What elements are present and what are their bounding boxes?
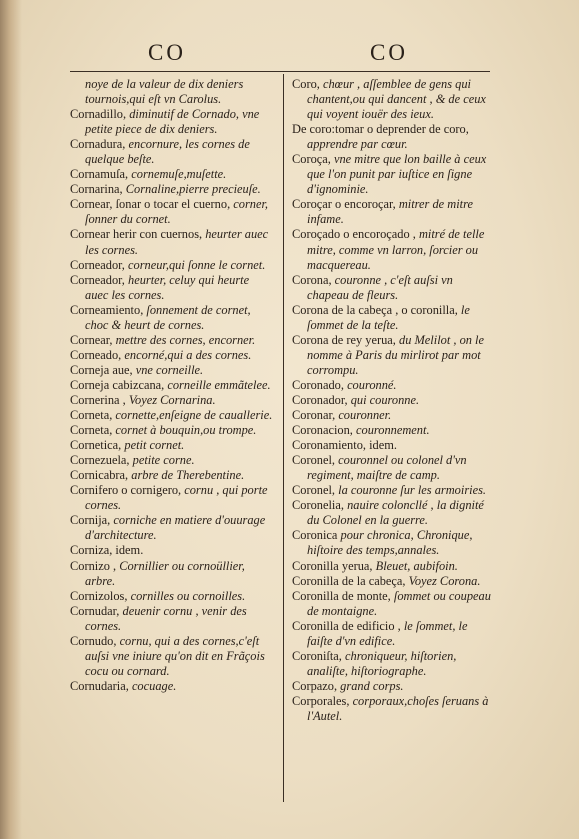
entry-definition: corneille emmãtelee. — [167, 377, 271, 392]
dictionary-entry — [292, 528, 492, 558]
entry-definition: nauire coloncllé , la dignité du Colonel en la guerre. — [307, 498, 484, 528]
entry-headword: Cornetica, — [70, 438, 125, 453]
entry-definition: mitré de telle mitre, comme vn larron, ſorcier ou macquereau. — [307, 227, 485, 272]
dictionary-entry — [292, 483, 492, 498]
dictionary-entry — [292, 333, 492, 378]
entry-definition: Bleuet, aubifoin. — [375, 558, 458, 573]
entry-definition: cornet à bouquin,ou trompe. — [115, 423, 257, 438]
entry-definition: mitrer de mitre infame. — [307, 197, 473, 227]
entry-definition: le ſommet, le faiſte d'vn edifice. — [307, 618, 468, 648]
dictionary-entry — [292, 589, 492, 619]
entry-headword: Corpazo, — [292, 678, 341, 693]
dictionary-entry — [292, 227, 492, 272]
dictionary-entry — [292, 679, 492, 694]
entry-headword: Coronilla de edificio , — [292, 618, 404, 633]
dictionary-entry — [70, 589, 274, 604]
entry-headword: Coro, — [292, 77, 323, 91]
entry-headword: Coronilla de monte, — [292, 588, 394, 603]
entry-headword: Cornizolos, — [70, 588, 131, 603]
entry-headword: Cornerina , — [70, 392, 129, 407]
dictionary-entry — [70, 438, 274, 453]
entry-headword: Corona de la cabeça , o coronilla, — [292, 302, 461, 317]
entry-definition: heurter auec les cornes. — [85, 227, 269, 257]
entry-headword: Corneador, — [70, 272, 128, 287]
entry-headword: Cornudar, — [70, 603, 123, 618]
entry-definition: petite corne. — [132, 453, 195, 468]
entry-definition: cornilles ou cornoilles. — [130, 588, 246, 603]
entry-definition: Cornaline,pierre precieuſe. — [125, 182, 261, 197]
entry-definition: encornure, les cornes de quelque beſte. — [85, 137, 250, 167]
page-binding-shadow — [0, 0, 22, 839]
dictionary-entry — [70, 197, 274, 227]
entry-definition: grand corps. — [340, 678, 404, 693]
entry-definition: cornu, qui a des cornes,c'eſt auſsi vne iniure qu'on dit en Frãçois cocu ou cornard. — [85, 633, 265, 678]
entry-headword: Coronilla de la cabeça, — [292, 573, 409, 588]
entry-definition: ſommet ou coupeau de montaigne. — [307, 588, 491, 618]
dictionary-entry — [292, 453, 492, 483]
entry-headword: Cornear, — [70, 332, 116, 347]
entry-headword: Corneja aue, — [70, 362, 136, 377]
entry-definition: apprendre par cœur. — [307, 137, 408, 152]
entry-definition: petit cornet. — [124, 438, 185, 453]
entry-headword: De coro:tomar o deprender de coro, — [292, 122, 469, 137]
entry-headword: Cornicabra, — [70, 468, 132, 483]
entry-headword: Coronacion, — [292, 423, 357, 438]
dictionary-entry — [292, 498, 492, 528]
entry-headword: Coronel, — [292, 453, 339, 468]
dictionary-entry — [292, 559, 492, 574]
header-left: CO — [148, 40, 186, 65]
entry-definition: couronné. — [347, 377, 397, 392]
dictionary-entry — [292, 393, 492, 408]
entry-definition: arbre de Therebentine. — [131, 468, 245, 483]
entry-headword: Cornija, — [70, 513, 114, 528]
entry-headword: Cornudo, — [70, 633, 120, 648]
entry-headword: Coroça, — [292, 152, 334, 167]
entry-definition: chroniqueur, hiſtorien, analiſte, hiſtoriographe. — [307, 648, 457, 678]
entry-headword: Corona de rey yerua, — [292, 332, 399, 347]
dictionary-entry — [70, 393, 274, 408]
entry-definition: heurter, celuy qui heurte auec les cornes. — [85, 272, 250, 302]
entry-headword: Corneja cabizcana, — [70, 377, 168, 392]
entry-headword: Cornamuſa, — [70, 167, 132, 182]
dictionary-entry — [70, 468, 274, 483]
dictionary-entry — [70, 303, 274, 333]
dictionary-entry — [70, 513, 274, 543]
dictionary-entry — [70, 453, 274, 468]
entry-headword: Corona, — [292, 272, 335, 287]
entry-headword: Coronar, — [292, 408, 339, 423]
entry-definition: corniche en matiere d'ouurage d'architecture. — [85, 513, 266, 543]
entry-headword: Coronelia, — [292, 498, 348, 513]
entry-definition: ſonnement de cornet, choc & heurt de cornes. — [85, 302, 251, 332]
dictionary-entry — [292, 694, 492, 724]
dictionary-entry — [70, 137, 274, 167]
entry-definition: cornemuſe,muſette. — [131, 167, 227, 182]
dictionary-entry — [292, 649, 492, 679]
entry-headword: Corneta, — [70, 408, 116, 423]
entry-headword: Cornifero o cornigero, — [70, 483, 185, 498]
entry-definition: mettre des cornes, encorner. — [115, 332, 256, 347]
dictionary-entry — [292, 574, 492, 589]
entry-headword: Corneador, — [70, 257, 128, 272]
dictionary-entry — [70, 167, 274, 182]
entry-definition: diminutif de Cornado, vne petite piece de dix deniers. — [85, 107, 260, 137]
entry-headword: Coroçado o encoroçado , — [292, 227, 419, 242]
entry-headword: Coronador, — [292, 392, 351, 407]
entry-headword: Coroniſta, — [292, 648, 345, 663]
running-header — [70, 40, 490, 68]
entry-definition: deuenir cornu , venir des cornes. — [85, 603, 247, 633]
dictionary-entry — [70, 408, 274, 423]
dictionary-entry — [292, 438, 492, 453]
dictionary-entry — [70, 483, 274, 513]
entry-definition: vne corneille. — [135, 362, 204, 377]
entry-headword: Coronica — [292, 528, 341, 543]
dictionary-entry — [70, 604, 274, 634]
header-right: CO — [370, 40, 408, 65]
entry-headword: Corporales, — [292, 693, 353, 708]
entry-definition: cornu , qui porte cornes. — [85, 483, 268, 513]
entry-definition: chœur , aſſemblee de gens qui chantent,ou qui dancent , & de ceux qui voyent iouër des ieux. — [307, 77, 486, 122]
entry-headword: Coronado, — [292, 377, 348, 392]
dictionary-entry — [292, 303, 492, 333]
dictionary-entry — [70, 363, 274, 378]
entry-definition: noye de la valeur de dix deniers tournois,qui eſt vn Carolus. — [85, 77, 244, 107]
entry-headword: Cornudaria, — [70, 678, 132, 693]
entry-definition: pour chronica, Chronique, hiſtoire des temps,annales. — [307, 528, 473, 558]
dictionary-entry — [292, 273, 492, 303]
dictionary-entry — [292, 423, 492, 438]
entry-headword: Corniza, idem. — [70, 543, 144, 558]
entry-definition: Voyez Cornarina. — [128, 392, 216, 407]
dictionary-entry — [70, 378, 274, 393]
dictionary-entry — [70, 559, 274, 589]
entry-definition: Cornillier ou cornoüllier, arbre. — [85, 558, 245, 588]
column-divider — [283, 74, 284, 802]
dictionary-entry — [70, 333, 274, 348]
entry-definition: encorné,qui a des cornes. — [124, 347, 252, 362]
dictionary-entry — [70, 258, 274, 273]
entry-headword: Cornarina, — [70, 182, 126, 197]
dictionary-entry — [292, 152, 492, 197]
dictionary-entry — [292, 197, 492, 227]
entry-headword: Corneado, — [70, 347, 125, 362]
entry-headword: Coronilla yerua, — [292, 558, 376, 573]
entry-definition: vne mitre que lon baille à ceux que l'on punit par iuſtice en ſigne d'ignominie. — [307, 152, 487, 197]
entry-headword: Cornizo , — [70, 558, 120, 573]
entry-headword: Cornear herir con cuernos, — [70, 227, 206, 242]
dictionary-entry — [70, 273, 274, 303]
dictionary-entry — [292, 77, 492, 122]
entry-definition: corner, ſonner du cornet. — [85, 197, 269, 227]
entry-definition: le ſommet de la teſte. — [307, 302, 470, 332]
entry-headword: Cornadura, — [70, 137, 129, 152]
dictionary-entry — [70, 227, 274, 257]
right-column — [292, 77, 492, 724]
dictionary-entry — [292, 122, 492, 152]
entry-definition: du Melilot , on le nomme à Paris du mirlirot par mot corrompu. — [307, 332, 484, 377]
dictionary-entry — [70, 543, 274, 558]
entry-headword: Cornezuela, — [70, 453, 133, 468]
entry-definition: cocuage. — [131, 678, 177, 693]
entry-headword: Corneamiento, — [70, 302, 147, 317]
dictionary-entry — [70, 182, 274, 197]
entry-headword: Corneta, — [70, 423, 116, 438]
dictionary-entry — [70, 348, 274, 363]
dictionary-entry — [292, 408, 492, 423]
left-column — [70, 77, 274, 694]
entry-definition: couronnement. — [356, 423, 430, 438]
entry-definition: la couronne ſur les armoiries. — [338, 483, 487, 498]
entry-definition: couronner. — [338, 408, 392, 423]
header-rule — [70, 71, 490, 72]
entry-definition: couronne , c'eſt auſsi vn chapeau de fleurs. — [307, 272, 453, 302]
entry-headword: Coronel, — [292, 483, 339, 498]
dictionary-entry — [70, 679, 274, 694]
dictionary-entry — [292, 619, 492, 649]
dictionary-entry — [70, 77, 274, 107]
dictionary-entry — [70, 107, 274, 137]
entry-headword: Coroçar o encoroçar, — [292, 197, 399, 212]
dictionary-entry — [70, 634, 274, 679]
entry-definition: corporaux,choſes ſeruans à l'Autel. — [307, 693, 489, 723]
entry-headword: Coronamiento, idem. — [292, 438, 397, 453]
dictionary-entry — [292, 378, 492, 393]
entry-definition: Voyez Corona. — [408, 573, 481, 588]
dictionary-entry — [70, 423, 274, 438]
entry-definition: cornette,enſeigne de cauallerie. — [115, 408, 273, 423]
entry-headword: Cornear, ſonar o tocar el cuerno, — [70, 197, 234, 212]
entry-definition: couronnel ou colonel d'vn regiment, maiſtre de camp. — [307, 453, 467, 483]
entry-definition: corneur,qui ſonne le cornet. — [128, 257, 266, 272]
entry-definition: qui couronne. — [350, 392, 420, 407]
entry-headword: Cornadillo, — [70, 107, 130, 122]
